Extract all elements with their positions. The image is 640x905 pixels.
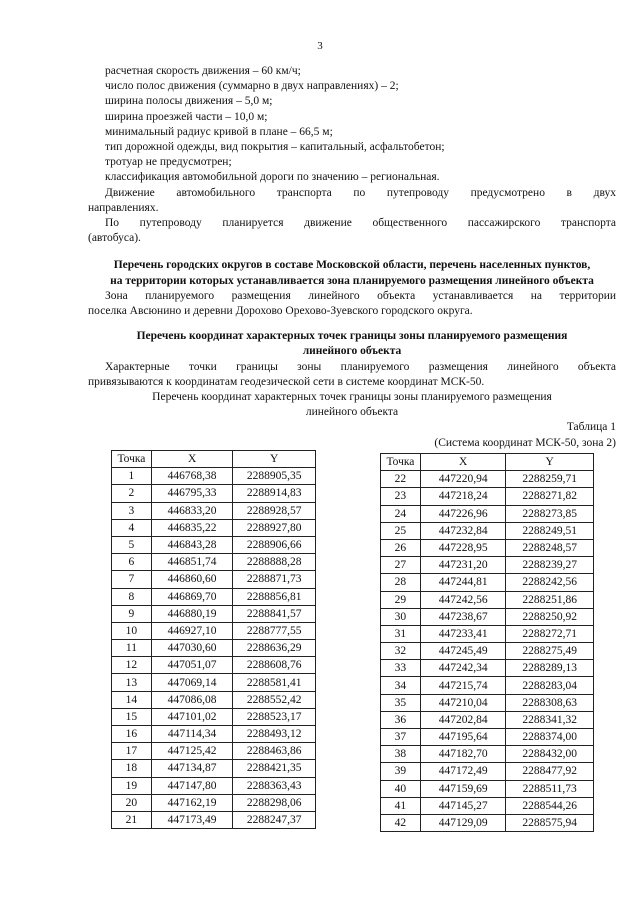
param-lane-width: ширина полосы движения – 5,0 м; bbox=[105, 95, 273, 108]
header-x: X bbox=[151, 451, 233, 468]
y-coordinate-cell: 2288544,26 bbox=[506, 797, 594, 814]
param-classification: классификация автомобильной дороги по значению – региональная. bbox=[105, 171, 440, 184]
table-row bbox=[381, 471, 594, 488]
y-coordinate-cell: 2288552,42 bbox=[233, 691, 316, 708]
points-paragraph-line1: Характерные точки границы зоны планируемого размещения линейного объекта bbox=[105, 360, 616, 373]
page-number: 3 bbox=[317, 40, 323, 52]
y-coordinate-cell: 2288250,92 bbox=[506, 608, 594, 625]
x-coordinate-cell: 447210,04 bbox=[420, 694, 506, 711]
y-coordinate-cell: 2288463,86 bbox=[233, 743, 316, 760]
x-coordinate-cell: 447101,02 bbox=[151, 708, 233, 725]
y-coordinate-cell: 2288927,80 bbox=[233, 519, 316, 536]
point-number-cell: 13 bbox=[112, 674, 152, 691]
zone-paragraph-line1: Зона планируемого размещения линейного объекта устанавливается на территории bbox=[105, 289, 616, 302]
param-sidewalk: тротуар не предусмотрен; bbox=[105, 156, 232, 169]
x-coordinate-cell: 447134,87 bbox=[151, 760, 233, 777]
x-coordinate-cell: 446869,70 bbox=[151, 588, 233, 605]
point-number-cell: 31 bbox=[381, 625, 421, 642]
y-coordinate-cell: 2288871,73 bbox=[233, 571, 316, 588]
point-number-cell: 29 bbox=[381, 591, 421, 608]
x-coordinate-cell: 446843,28 bbox=[151, 536, 233, 553]
x-coordinate-cell: 447226,96 bbox=[420, 505, 506, 522]
point-number-cell: 12 bbox=[112, 657, 152, 674]
y-coordinate-cell: 2288523,17 bbox=[233, 708, 316, 725]
table-row bbox=[381, 488, 594, 505]
y-coordinate-cell: 2288242,56 bbox=[506, 574, 594, 591]
y-coordinate-cell: 2288477,92 bbox=[506, 763, 594, 780]
zone-paragraph-line2: поселка Авсюнино и деревни Дорохово Орехово-Зуевского городского округа. bbox=[88, 305, 473, 318]
heading-municipalities-line2: на территории которых устанавливается зона планируемого размещения линейного объекта bbox=[110, 274, 594, 287]
table-row bbox=[381, 625, 594, 642]
point-number-cell: 6 bbox=[112, 554, 152, 571]
x-coordinate-cell: 447145,27 bbox=[420, 797, 506, 814]
point-number-cell: 38 bbox=[381, 746, 421, 763]
point-number-cell: 19 bbox=[112, 777, 152, 794]
header-point: Точка bbox=[381, 454, 421, 471]
x-coordinate-cell: 447244,81 bbox=[420, 574, 506, 591]
point-number-cell: 15 bbox=[112, 708, 152, 725]
point-number-cell: 20 bbox=[112, 794, 152, 811]
point-number-cell: 34 bbox=[381, 677, 421, 694]
x-coordinate-cell: 447172,49 bbox=[420, 763, 506, 780]
y-coordinate-cell: 2288906,66 bbox=[233, 536, 316, 553]
param-pavement: тип дорожной одежды, вид покрытия – капитальный, асфальтобетон; bbox=[105, 141, 445, 154]
bus-paragraph-line2: (автобуса). bbox=[88, 232, 141, 245]
point-number-cell: 41 bbox=[381, 797, 421, 814]
y-coordinate-cell: 2288888,28 bbox=[233, 554, 316, 571]
table-row bbox=[112, 691, 316, 708]
header-y: Y bbox=[233, 451, 316, 468]
heading-municipalities-line1: Перечень городских округов в составе Московской области, перечень населенных пунктов, bbox=[113, 259, 591, 272]
point-number-cell: 11 bbox=[112, 640, 152, 657]
table-row bbox=[112, 640, 316, 657]
y-coordinate-cell: 2288289,13 bbox=[506, 660, 594, 677]
x-coordinate-cell: 446860,60 bbox=[151, 571, 233, 588]
table-header-row bbox=[112, 451, 316, 468]
x-coordinate-cell: 447242,34 bbox=[420, 660, 506, 677]
table-row bbox=[381, 677, 594, 694]
y-coordinate-cell: 2288636,29 bbox=[233, 640, 316, 657]
point-number-cell: 25 bbox=[381, 522, 421, 539]
x-coordinate-cell: 447125,42 bbox=[151, 743, 233, 760]
x-coordinate-cell: 446835,22 bbox=[151, 519, 233, 536]
x-coordinate-cell: 446795,33 bbox=[151, 485, 233, 502]
table-row bbox=[381, 591, 594, 608]
table-label: Таблица 1 bbox=[566, 421, 616, 434]
point-number-cell: 21 bbox=[112, 811, 152, 828]
x-coordinate-cell: 447159,69 bbox=[420, 780, 506, 797]
point-number-cell: 2 bbox=[112, 485, 152, 502]
point-number-cell: 35 bbox=[381, 694, 421, 711]
y-coordinate-cell: 2288856,81 bbox=[233, 588, 316, 605]
coordinates-table-right bbox=[380, 453, 594, 832]
param-roadway-width: ширина проезжей части – 10,0 м; bbox=[105, 110, 268, 123]
table-header-row bbox=[381, 454, 594, 471]
y-coordinate-cell: 2288248,57 bbox=[506, 539, 594, 556]
table-row bbox=[381, 557, 594, 574]
x-coordinate-cell: 447051,07 bbox=[151, 657, 233, 674]
table-row bbox=[381, 643, 594, 660]
x-coordinate-cell: 447162,19 bbox=[151, 794, 233, 811]
point-number-cell: 39 bbox=[381, 763, 421, 780]
x-coordinate-cell: 447030,60 bbox=[151, 640, 233, 657]
traffic-paragraph-line2: направлениях. bbox=[88, 201, 159, 214]
point-number-cell: 42 bbox=[381, 814, 421, 831]
x-coordinate-cell: 447242,56 bbox=[420, 591, 506, 608]
x-coordinate-cell: 447086,08 bbox=[151, 691, 233, 708]
header-x: X bbox=[420, 454, 506, 471]
body-text bbox=[88, 64, 616, 451]
x-coordinate-cell: 447129,09 bbox=[420, 814, 506, 831]
heading-coordinates-line2: линейного объекта bbox=[302, 345, 402, 358]
x-coordinate-cell: 447069,14 bbox=[151, 674, 233, 691]
table-caption-line1: Перечень координат характерных точек границы зоны планируемого размещения bbox=[152, 391, 552, 404]
table-row bbox=[112, 468, 316, 485]
traffic-paragraph-line1: Движение автомобильного транспорта по путепроводу предусмотрено в двух bbox=[105, 186, 616, 199]
param-speed: расчетная скорость движения – 60 км/ч; bbox=[105, 65, 301, 77]
point-number-cell: 17 bbox=[112, 743, 152, 760]
header-y: Y bbox=[506, 454, 594, 471]
x-coordinate-cell: 447233,41 bbox=[420, 625, 506, 642]
table-row bbox=[381, 814, 594, 831]
point-number-cell: 36 bbox=[381, 711, 421, 728]
table-row bbox=[112, 622, 316, 639]
table-row bbox=[381, 608, 594, 625]
x-coordinate-cell: 447114,34 bbox=[151, 726, 233, 743]
x-coordinate-cell: 447220,94 bbox=[420, 471, 506, 488]
table-row bbox=[112, 588, 316, 605]
table-row bbox=[381, 574, 594, 591]
param-min-radius: минимальный радиус кривой в плане – 66,5 м; bbox=[105, 125, 333, 138]
y-coordinate-cell: 2288914,83 bbox=[233, 485, 316, 502]
point-number-cell: 7 bbox=[112, 571, 152, 588]
table-row bbox=[381, 522, 594, 539]
point-number-cell: 22 bbox=[381, 471, 421, 488]
table-row bbox=[112, 536, 316, 553]
x-coordinate-cell: 447173,49 bbox=[151, 811, 233, 828]
table-caption-line2: линейного объекта bbox=[305, 406, 399, 419]
y-coordinate-cell: 2288421,35 bbox=[233, 760, 316, 777]
table-row bbox=[381, 780, 594, 797]
table-row bbox=[381, 505, 594, 522]
table-row bbox=[381, 797, 594, 814]
point-number-cell: 5 bbox=[112, 536, 152, 553]
y-coordinate-cell: 2288581,41 bbox=[233, 674, 316, 691]
y-coordinate-cell: 2288432,00 bbox=[506, 746, 594, 763]
point-number-cell: 28 bbox=[381, 574, 421, 591]
y-coordinate-cell: 2288275,49 bbox=[506, 643, 594, 660]
point-number-cell: 3 bbox=[112, 502, 152, 519]
table-row bbox=[112, 726, 316, 743]
point-number-cell: 33 bbox=[381, 660, 421, 677]
point-number-cell: 23 bbox=[381, 488, 421, 505]
y-coordinate-cell: 2288363,43 bbox=[233, 777, 316, 794]
y-coordinate-cell: 2288777,55 bbox=[233, 622, 316, 639]
table-row bbox=[112, 743, 316, 760]
y-coordinate-cell: 2288247,37 bbox=[233, 811, 316, 828]
x-coordinate-cell: 446851,74 bbox=[151, 554, 233, 571]
point-number-cell: 24 bbox=[381, 505, 421, 522]
y-coordinate-cell: 2288308,63 bbox=[506, 694, 594, 711]
x-coordinate-cell: 447238,67 bbox=[420, 608, 506, 625]
x-coordinate-cell: 446927,10 bbox=[151, 622, 233, 639]
points-paragraph-line2: привязываются к координатам геодезической сети в системе координат МСК-50. bbox=[88, 375, 485, 388]
point-number-cell: 40 bbox=[381, 780, 421, 797]
table-row bbox=[112, 657, 316, 674]
table-row bbox=[381, 694, 594, 711]
table-row bbox=[112, 519, 316, 536]
y-coordinate-cell: 2288259,71 bbox=[506, 471, 594, 488]
x-coordinate-cell: 446880,19 bbox=[151, 605, 233, 622]
x-coordinate-cell: 447228,95 bbox=[420, 539, 506, 556]
table-row bbox=[112, 571, 316, 588]
x-coordinate-cell: 446833,20 bbox=[151, 502, 233, 519]
table-row bbox=[381, 539, 594, 556]
table-row bbox=[112, 605, 316, 622]
x-coordinate-cell: 447231,20 bbox=[420, 557, 506, 574]
table-row bbox=[381, 660, 594, 677]
y-coordinate-cell: 2288608,76 bbox=[233, 657, 316, 674]
heading-coordinates-line1: Перечень координат характерных точек границы зоны планируемого размещения bbox=[136, 330, 568, 343]
y-coordinate-cell: 2288273,85 bbox=[506, 505, 594, 522]
y-coordinate-cell: 2288511,73 bbox=[506, 780, 594, 797]
table-row bbox=[112, 554, 316, 571]
point-number-cell: 10 bbox=[112, 622, 152, 639]
table-row bbox=[112, 794, 316, 811]
y-coordinate-cell: 2288374,00 bbox=[506, 729, 594, 746]
y-coordinate-cell: 2288251,86 bbox=[506, 591, 594, 608]
coordinates-table-left bbox=[111, 450, 316, 829]
point-number-cell: 26 bbox=[381, 539, 421, 556]
table-row bbox=[381, 763, 594, 780]
y-coordinate-cell: 2288298,06 bbox=[233, 794, 316, 811]
y-coordinate-cell: 2288905,35 bbox=[233, 468, 316, 485]
x-coordinate-cell: 447215,74 bbox=[420, 677, 506, 694]
x-coordinate-cell: 447147,80 bbox=[151, 777, 233, 794]
point-number-cell: 27 bbox=[381, 557, 421, 574]
x-coordinate-cell: 447245,49 bbox=[420, 643, 506, 660]
y-coordinate-cell: 2288341,32 bbox=[506, 711, 594, 728]
x-coordinate-cell: 446768,38 bbox=[151, 468, 233, 485]
table-row bbox=[381, 729, 594, 746]
table-row bbox=[381, 746, 594, 763]
y-coordinate-cell: 2288249,51 bbox=[506, 522, 594, 539]
table-coordinate-system: (Система координат МСК-50, зона 2) bbox=[434, 436, 616, 449]
y-coordinate-cell: 2288283,04 bbox=[506, 677, 594, 694]
point-number-cell: 14 bbox=[112, 691, 152, 708]
point-number-cell: 18 bbox=[112, 760, 152, 777]
y-coordinate-cell: 2288928,57 bbox=[233, 502, 316, 519]
x-coordinate-cell: 447218,24 bbox=[420, 488, 506, 505]
x-coordinate-cell: 447195,64 bbox=[420, 729, 506, 746]
table-row bbox=[112, 811, 316, 828]
y-coordinate-cell: 2288575,94 bbox=[506, 814, 594, 831]
x-coordinate-cell: 447232,84 bbox=[420, 522, 506, 539]
table-row bbox=[112, 485, 316, 502]
param-lanes: число полос движения (суммарно в двух направлениях) – 2; bbox=[105, 80, 399, 93]
table-row bbox=[112, 777, 316, 794]
y-coordinate-cell: 2288841,57 bbox=[233, 605, 316, 622]
point-number-cell: 1 bbox=[112, 468, 152, 485]
x-coordinate-cell: 447182,70 bbox=[420, 746, 506, 763]
y-coordinate-cell: 2288272,71 bbox=[506, 625, 594, 642]
table-row bbox=[112, 502, 316, 519]
point-number-cell: 8 bbox=[112, 588, 152, 605]
bus-paragraph-line1: По путепроводу планируется движение общественного пассажирского транспорта bbox=[105, 217, 616, 230]
table-row bbox=[112, 760, 316, 777]
x-coordinate-cell: 447202,84 bbox=[420, 711, 506, 728]
point-number-cell: 4 bbox=[112, 519, 152, 536]
point-number-cell: 9 bbox=[112, 605, 152, 622]
y-coordinate-cell: 2288493,12 bbox=[233, 726, 316, 743]
y-coordinate-cell: 2288271,82 bbox=[506, 488, 594, 505]
table-row bbox=[381, 711, 594, 728]
table-row bbox=[112, 708, 316, 725]
point-number-cell: 37 bbox=[381, 729, 421, 746]
y-coordinate-cell: 2288239,27 bbox=[506, 557, 594, 574]
table-row bbox=[112, 674, 316, 691]
header-point: Точка bbox=[112, 451, 152, 468]
point-number-cell: 16 bbox=[112, 726, 152, 743]
point-number-cell: 30 bbox=[381, 608, 421, 625]
point-number-cell: 32 bbox=[381, 643, 421, 660]
